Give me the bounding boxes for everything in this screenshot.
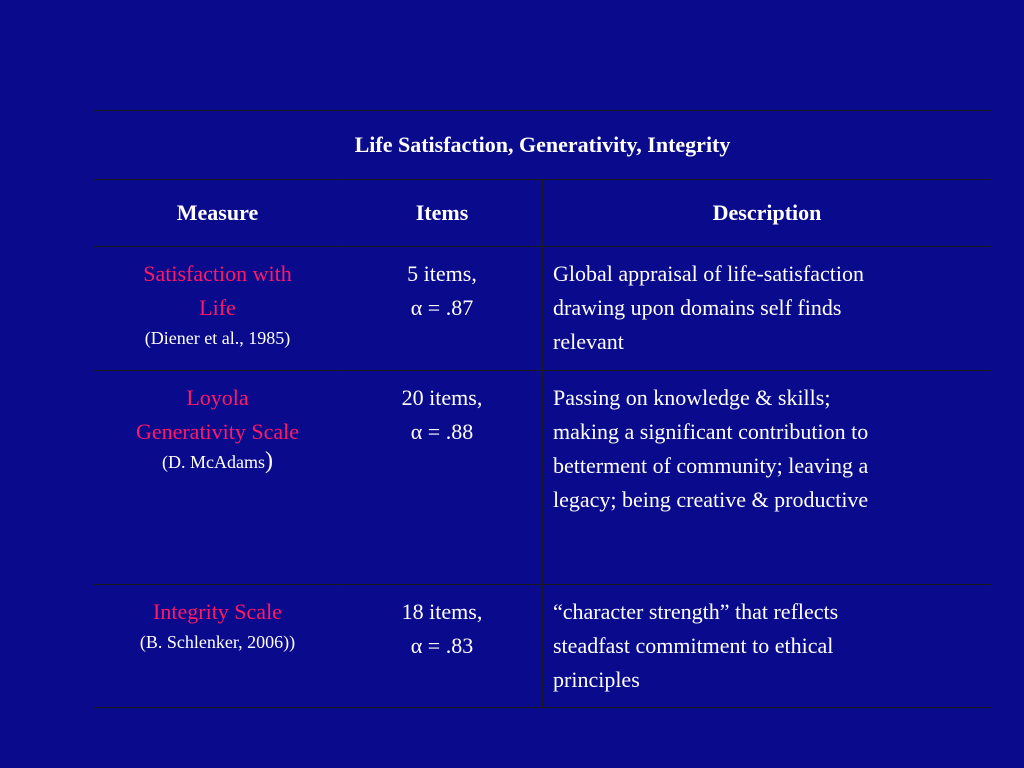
description-cell (543, 585, 992, 708)
table-title: Life Satisfaction, Generativity, Integrity (94, 111, 992, 180)
citation-text: (B. Schlenker, 2006)) (139, 632, 296, 652)
measure-name-line: Life (199, 295, 236, 320)
description-line: legacy; being creative & productive (553, 487, 869, 512)
description-line: making a significant contribution to (553, 419, 869, 444)
description-line: Global appraisal of life-satisfaction (553, 261, 864, 286)
measure-name-line: Generativity Scale (135, 419, 300, 444)
items-count: 18 items, (401, 599, 483, 624)
items-count: 20 items, (401, 385, 483, 410)
header-items: Items (342, 180, 543, 247)
header-description: Description (543, 180, 992, 247)
header-measure: Measure (94, 180, 342, 247)
table-row (94, 371, 992, 585)
measure-cell (94, 585, 342, 708)
items-alpha: α = .87 (410, 295, 474, 320)
table-row (94, 247, 992, 371)
description-line: Passing on knowledge & skills; (553, 385, 831, 410)
items-count: 5 items, (407, 261, 477, 286)
citation-text: (D. McAdams (162, 452, 265, 472)
description-cell (543, 247, 992, 371)
description-line: betterment of community; leaving a (553, 453, 869, 478)
items-cell (342, 247, 543, 371)
measure-cell (94, 371, 342, 585)
measures-table (93, 110, 992, 708)
items-alpha: α = .88 (410, 419, 474, 444)
description-line: “character strength” that reflects (553, 599, 839, 624)
measure-citation (94, 629, 341, 654)
items-cell (342, 371, 543, 585)
items-alpha: α = .83 (410, 633, 474, 658)
measure-name-line: Integrity Scale (153, 599, 282, 624)
measure-citation (94, 449, 341, 474)
description-line: steadfast commitment to ethical (553, 633, 834, 658)
table-row (94, 585, 992, 708)
items-cell (342, 585, 543, 708)
measure-name-line: Satisfaction with (143, 261, 292, 286)
description-line: principles (553, 667, 640, 692)
description-cell (543, 371, 992, 585)
description-line: drawing upon domains self finds (553, 295, 842, 320)
measure-cell (94, 247, 342, 371)
table-header-row (94, 180, 992, 247)
table-title-row (94, 111, 992, 180)
citation-tail: ) (264, 448, 273, 474)
citation-text: (Diener et al., 1985) (144, 328, 291, 348)
description-line: relevant (553, 329, 624, 354)
measure-name-line: Loyola (186, 385, 249, 410)
measure-citation (94, 325, 341, 350)
